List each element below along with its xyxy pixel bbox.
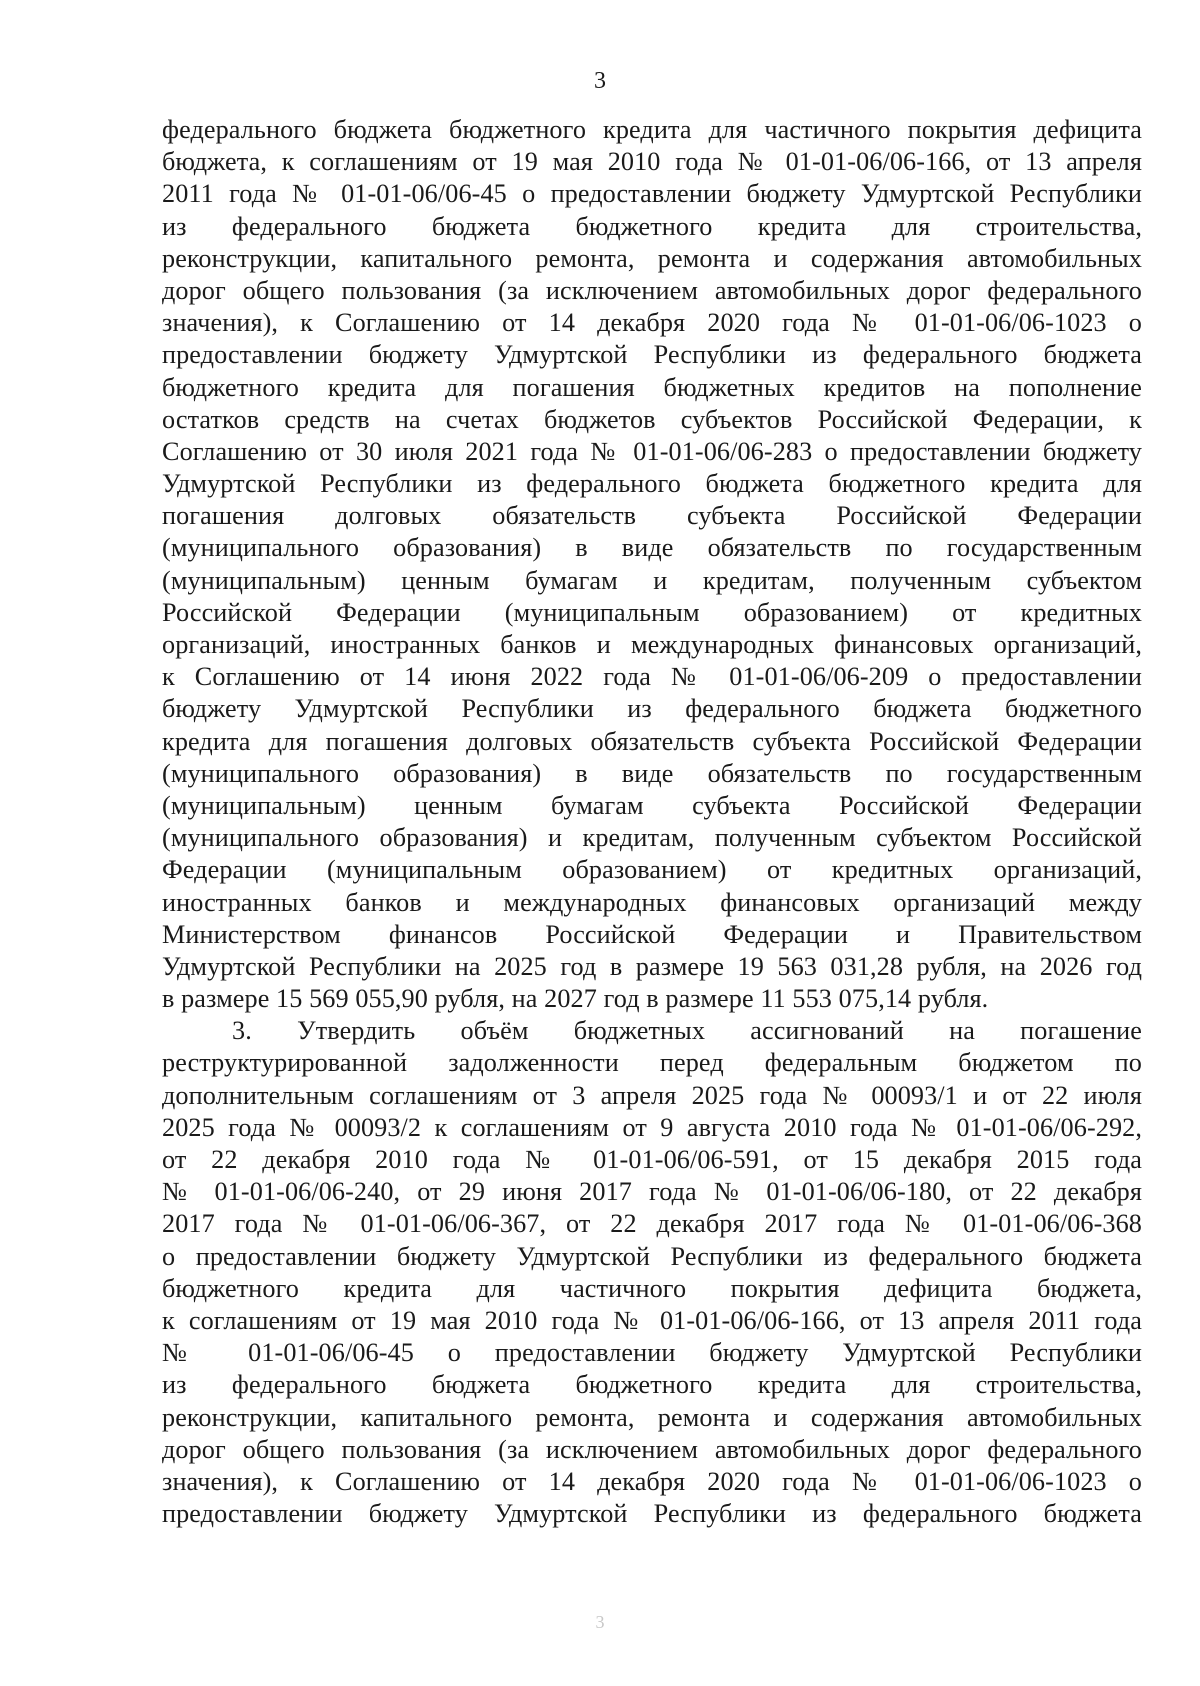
page-number: 3: [594, 68, 606, 94]
text-line: бюджету Удмуртской Республики из федерального бюджета бюджетного: [162, 694, 1142, 724]
text-line: из федерального бюджета бюджетного кредита для строительства,: [162, 211, 1142, 241]
paragraph-1: [162, 114, 1142, 1015]
text-line: о предоставлении бюджету Удмуртской Республики из федерального бюджета: [162, 1241, 1142, 1271]
text-line: организаций, иностранных банков и международных финансовых организаций,: [162, 630, 1142, 659]
text-line: к Соглашению от 14 июня 2022 года № 01-01-06/06-209 о предоставлении: [162, 662, 1142, 692]
text-line: (муниципальным) ценным бумагам и кредитам, полученным субъектом: [162, 565, 1142, 595]
text-line: из федерального бюджета бюджетного кредита для строительства,: [162, 1370, 1142, 1400]
text-line: 3. Утвердить объём бюджетных ассигнований на погашение: [232, 1016, 1142, 1046]
text-line: 2011 года № 01-01-06/06-45 о предоставлении бюджету Удмуртской Республики: [162, 179, 1142, 209]
text-line: (муниципального образования) и кредитам, полученным субъектом Российской: [162, 823, 1142, 853]
text-line: бюджетного кредита для частичного покрытия дефицита бюджета,: [162, 1273, 1142, 1303]
text-line: Удмуртской Республики из федерального бюджета бюджетного кредита для: [162, 469, 1142, 499]
text-line: Удмуртской Республики на 2025 год в размере 19 563 031,28 рубля, на 2026 год: [162, 951, 1142, 981]
paragraph-2: [162, 1015, 1142, 1530]
text-line: 2017 года № 01-01-06/06-367, от 22 декабря 2017 года № 01-01-06/06-368: [162, 1209, 1142, 1239]
text-line: к соглашениям от 19 мая 2010 года № 01-01-06/06-166, от 13 апреля 2011 года: [162, 1305, 1142, 1335]
text-line: № 01-01-06/06-45 о предоставлении бюджету Удмуртской Республики: [162, 1338, 1142, 1368]
text-line: Соглашению от 30 июля 2021 года № 01-01-06/06-283 о предоставлении бюджету: [162, 436, 1142, 466]
text-line: в размере 15 569 055,90 рубля, на 2027 год в размере 11 553 075,14 рубля.: [162, 984, 989, 1014]
text-line: предоставлении бюджету Удмуртской Республики из федерального бюджета: [162, 1499, 1142, 1529]
text-line: (муниципального образования) в виде обязательств по государственным: [162, 533, 1142, 563]
text-line: реконструкции, капитального ремонта, ремонта и содержания автомобильных: [162, 1402, 1142, 1432]
text-line: от 22 декабря 2010 года № 01-01-06/06-591, от 15 декабря 2015 года: [162, 1145, 1142, 1174]
text-line: бюджетного кредита для погашения бюджетных кредитов на пополнение: [162, 372, 1142, 402]
text-line: предоставлении бюджету Удмуртской Республики из федерального бюджета: [162, 340, 1142, 370]
text-line: Министерством финансов Российской Федерации и Правительством: [162, 919, 1142, 949]
text-line: дополнительным соглашениям от 3 апреля 2025 года № 00093/1 и от 22 июля: [162, 1080, 1142, 1110]
text-line: погашения долговых обязательств субъекта Российской Федерации: [162, 501, 1142, 531]
text-line: Федерации (муниципальным образованием) от кредитных организаций,: [162, 855, 1142, 885]
text-line: реконструкции, капитального ремонта, ремонта и содержания автомобильных: [162, 243, 1142, 273]
text-line: иностранных банков и международных финансовых организаций между: [162, 887, 1142, 917]
text-line: остатков средств на счетах бюджетов субъектов Российской Федерации, к: [162, 404, 1142, 434]
text-line: (муниципального образования) в виде обязательств по государственным: [162, 758, 1142, 788]
text-line: реструктурированной задолженности перед федеральным бюджетом по: [162, 1048, 1142, 1078]
text-line: (муниципальным) ценным бумагам субъекта Российской Федерации: [162, 790, 1142, 820]
text-line: бюджета, к соглашениям от 19 мая 2010 года № 01-01-06/06-166, от 13 апреля: [162, 147, 1142, 177]
document-body: [162, 114, 1142, 1530]
text-line: дорог общего пользования (за исключением автомобильных дорог федерального: [162, 275, 1142, 305]
text-line: 2025 года № 00093/2 к соглашениям от 9 августа 2010 года № 01-01-06/06-292,: [162, 1112, 1142, 1142]
text-line: № 01-01-06/06-240, от 29 июня 2017 года № 01-01-06/06-180, от 22 декабря: [162, 1177, 1142, 1207]
text-line: дорог общего пользования (за исключением автомобильных дорог федерального: [162, 1434, 1142, 1464]
text-line: значения), к Соглашению от 14 декабря 2020 года № 01-01-06/06-1023 о: [162, 308, 1142, 338]
text-line: федерального бюджета бюджетного кредита для частичного покрытия дефицита: [162, 115, 1142, 144]
text-line: значения), к Соглашению от 14 декабря 2020 года № 01-01-06/06-1023 о: [162, 1466, 1142, 1496]
text-line: Российской Федерации (муниципальным образованием) от кредитных: [162, 597, 1142, 627]
text-line: кредита для погашения долговых обязательств субъекта Российской Федерации: [162, 726, 1142, 756]
faint-page-mark: 3: [595, 1612, 605, 1632]
